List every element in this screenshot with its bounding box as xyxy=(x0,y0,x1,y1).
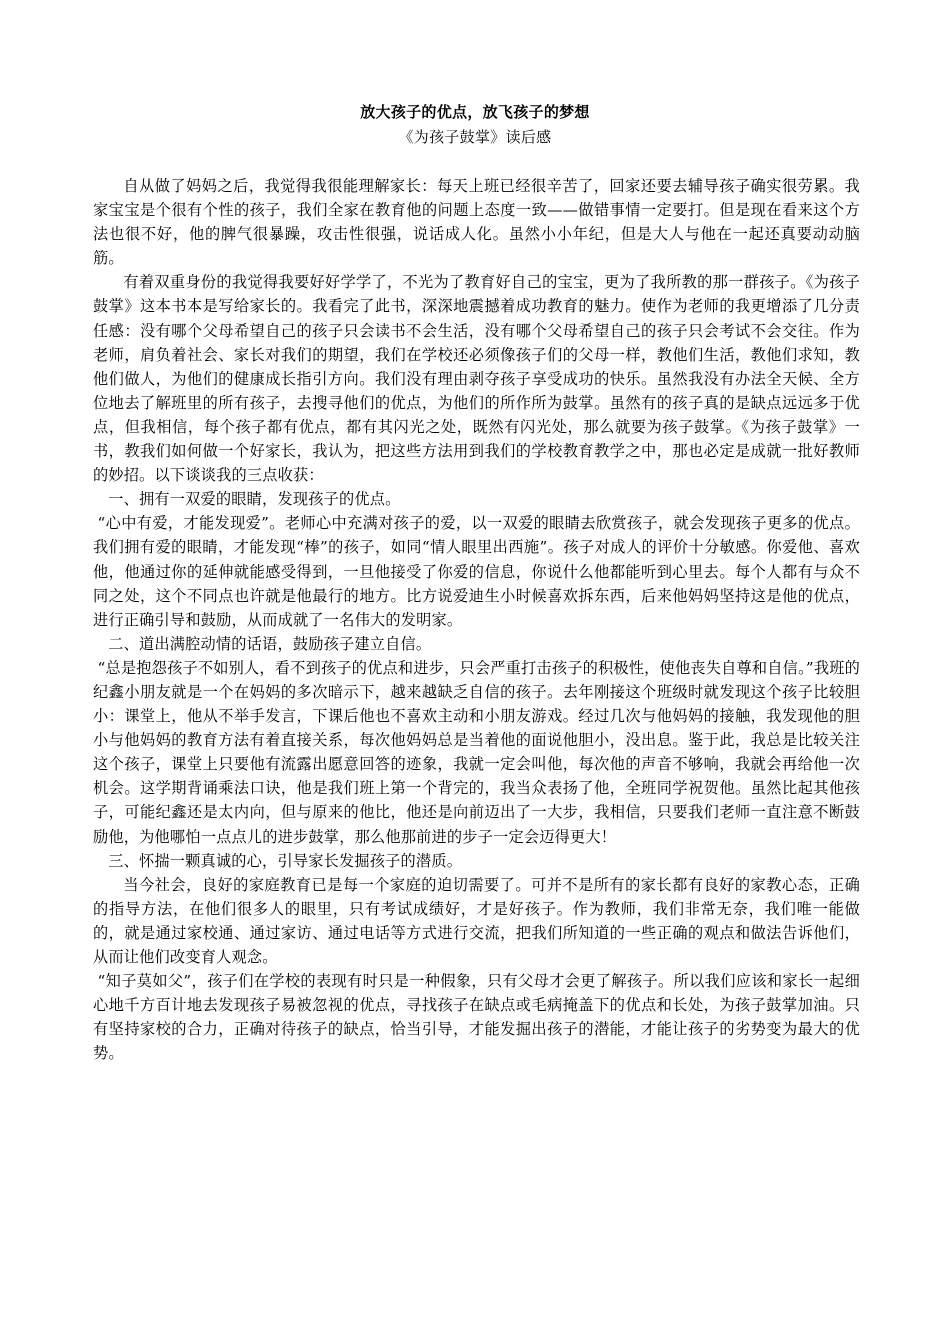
paragraph-section-3b: “知子莫如父”，孩子们在学校的表现有时只是一种假象，只有父母才会更了解孩子。所以我们应该和家长一起细心地千方百计地去发现孩子易被忽视的优点，寻找孩子在缺点或毛病掩盖下的优点和长处，为孩子鼓掌加油。只有坚持家校的合力，正确对待孩子的缺点，恰当引导，才能发掘出孩子的潜能，才能让孩子的劣势变为最大的优势。 xyxy=(93,972,860,1063)
section-heading-2: 二、道出满腔动情的话语，鼓励孩子建立自信。 xyxy=(108,634,432,653)
document-title: 放大孩子的优点，放飞孩子的梦想 xyxy=(360,103,590,121)
document-body xyxy=(93,174,860,1065)
section-heading-3: 三、怀揣一颗真诚的心，引导家长发掘孩子的潜质。 xyxy=(108,851,463,870)
paragraph-reflection: 有着双重身份的我觉得我要好好学学了，不光为了教育好自己的宝宝，更为了我所教的那一群孩子。《为孩子鼓掌》这本书本是写给家长的。我看完了此书，深深地震撼着成功教育的魅力。使作为老师的我更增添了几分责任感：没有哪个父母希望自己的孩子只会读书不会生活，没有哪个父母希望自己的孩子只会考试不会交往。作为老师，肩负着社会、家长对我们的期望，我们在学校还必须像孩子们的父母一样，教他们生活，教他们求知，教他们做人，为他们的健康成长指引方向。我们没有理由剥夺孩子享受成功的快乐。虽然我没有办法全天候、全方位地去了解班里的所有孩子，去搜寻他们的优点，为他们的所作所为鼓掌。虽然有的孩子真的是缺点远远多于优点，但我相信，每个孩子都有优点，都有其闪光之处，既然有闪光处，那么就要为孩子鼓掌。《为孩子鼓掌》一书，教我们如何做一个好家长，我认为，把这些方法用到我们的学校教育教学之中，那也必定是成就一批好教师的妙招。以下谈谈我的三点收获： xyxy=(93,273,860,485)
paragraph-section-2: “总是抱怨孩子不如别人，看不到孩子的优点和进步，只会严重打击孩子的积极性，使他丧失自尊和自信。”我班的纪鑫小朋友就是一个在妈妈的多次暗示下，越来越缺乏自信的孩子。去年刚接这个班级时就发现这个孩子比较胆小：课堂上，他从不举手发言，下课后他也不喜欢主动和小朋友游戏。经过几次与他妈妈的接触，我发现他的胆小与他妈妈的教育方法有着直接关系，每次他妈妈总是当着他的面说他胆小，没出息。鉴于此，我总是比较关注这个孩子，课堂上只要他有流露出愿意回答的迹象，我就一定会叫他，每次他的声音不够响，我就会再给他一次机会。这学期背诵乘法口诀，他是我们班上第一个背完的，我当众表扬了他，全班同学祝贺他。虽然比起其他孩子，可能纪鑫还是太内向，但与原来的他比，他还是向前迈出了一大步，我相信，只要我们老师一直注意不断鼓励他，为他哪怕一点点儿的进步鼓掌，那么他那前进的步子一定会迈得更大！ xyxy=(93,658,860,846)
paragraph-intro: 自从做了妈妈之后，我觉得我很能理解家长：每天上班已经很辛苦了，回家还要去辅导孩子确实很劳累。我家宝宝是个很有个性的孩子，我们全家在教育他的问题上态度一致——做错事情一定要打。但是现在看来这个方法也很不好，他的脾气很暴躁，攻击性很强，说话成人化。虽然小小年纪，但是大人与他在一起还真要动动脑筋。 xyxy=(93,177,860,268)
paragraph-section-3a: 当今社会，良好的家庭教育已是每一个家庭的迫切需要了。可并不是所有的家长都有良好的家教心态，正确的指导方法，在他们很多人的眼里，只有考试成绩好，才是好孩子。作为教师，我们非常无奈，我们唯一能做的，就是通过家校通、通过家访、通过电话等方式进行交流，把我们所知道的一些正确的观点和做法告诉他们，从而让他们改变育人观念。 xyxy=(93,875,860,966)
section-heading-1: 一、拥有一双爱的眼睛，发现孩子的优点。 xyxy=(108,490,401,509)
document-subtitle: 《为孩子鼓掌》读后感 xyxy=(398,128,552,146)
paragraph-section-1: “心中有爱，才能发现爱”。老师心中充满对孩子的爱，以一双爱的眼睛去欣赏孩子，就会发现孩子更多的优点。我们拥有爱的眼睛，才能发现“棒”的孩子，如同“情人眼里出西施”。孩子对成人的评价十分敏感。你爱他、喜欢他，他通过你的延伸就能感受得到，一旦他接受了你爱的信息，你说什么他都能听到心里去。每个人都有与众不同之处，这个不同点也许就是他最行的地方。比方说爱迪生小时候喜欢拆东西，后来他妈妈坚持这是他的优点，进行正确引导和鼓励，从而成就了一名伟大的发明家。 xyxy=(93,514,860,629)
